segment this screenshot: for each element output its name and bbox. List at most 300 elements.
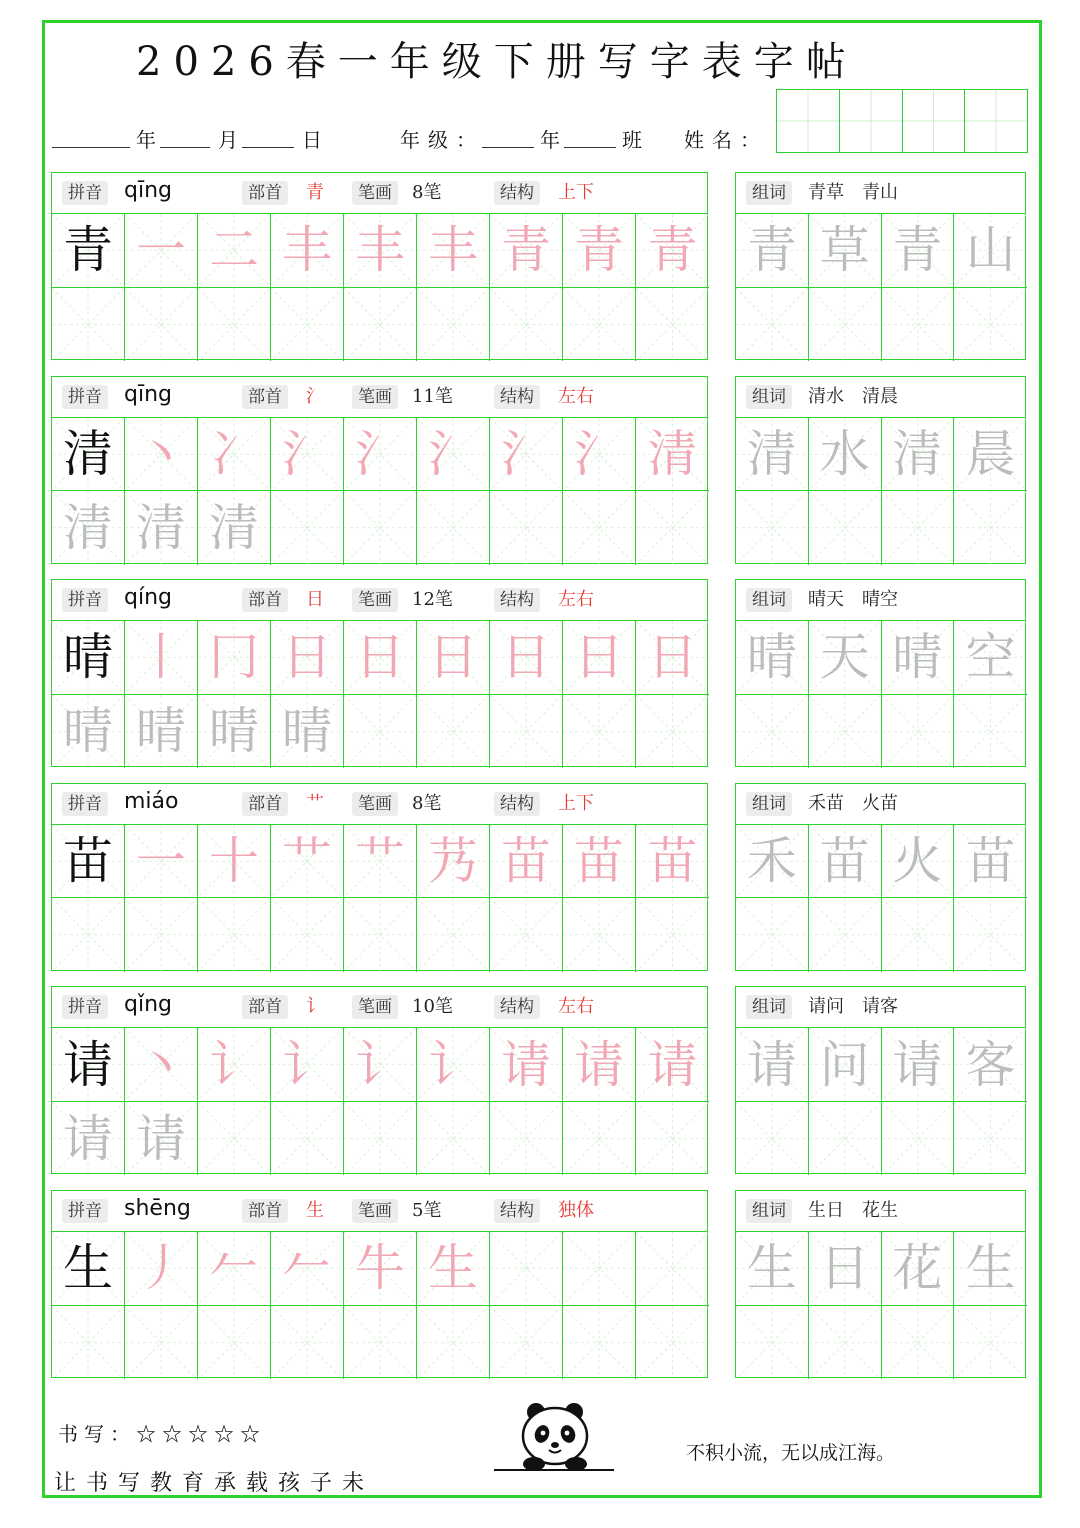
trace-character: 晴	[209, 702, 259, 761]
practice-cell[interactable]	[344, 491, 417, 565]
stroke-step: 丰	[428, 221, 478, 280]
practice-cell[interactable]	[125, 621, 198, 695]
word-cell[interactable]	[736, 695, 809, 769]
practice-cell[interactable]	[198, 214, 271, 288]
practice-cell[interactable]	[52, 898, 125, 972]
word-cell[interactable]	[809, 1028, 882, 1102]
words-grid	[736, 1232, 1025, 1377]
practice-cell[interactable]	[271, 695, 344, 769]
pinyin-value: shēng	[124, 1196, 191, 1221]
words-header	[736, 987, 1025, 1028]
practice-cell[interactable]	[563, 1102, 636, 1176]
word-character: 天	[819, 628, 870, 687]
practice-cell[interactable]	[417, 825, 490, 899]
word-cell[interactable]	[882, 1028, 955, 1102]
radical-label: 部首	[242, 385, 288, 409]
practice-cell[interactable]	[417, 898, 490, 972]
word-cell[interactable]	[809, 214, 882, 288]
day-label: 日	[302, 128, 322, 152]
practice-cell[interactable]	[271, 491, 344, 565]
name-box[interactable]	[777, 90, 840, 152]
words-value: 生日 花生	[808, 1200, 898, 1221]
day-blank[interactable]	[242, 147, 294, 148]
practice-cell[interactable]	[563, 491, 636, 565]
grade-year-blank[interactable]	[482, 147, 534, 148]
practice-cell[interactable]	[490, 825, 563, 899]
stroke-step: 𠂉	[209, 1239, 259, 1298]
practice-cell[interactable]	[52, 1306, 125, 1380]
word-cell[interactable]	[882, 1232, 955, 1306]
practice-cell[interactable]	[52, 825, 125, 899]
practice-cell[interactable]	[271, 418, 344, 492]
model-character: 苗	[63, 832, 113, 891]
word-cell[interactable]	[809, 695, 882, 769]
word-cell[interactable]	[954, 418, 1027, 492]
practice-cell[interactable]	[344, 1232, 417, 1306]
practice-cell[interactable]	[271, 825, 344, 899]
word-cell[interactable]	[954, 695, 1027, 769]
radical-value: 艹	[306, 792, 324, 814]
word-cell[interactable]	[736, 1306, 809, 1380]
structure-label: 结构	[494, 792, 540, 816]
practice-cell[interactable]	[636, 1232, 709, 1306]
year-blank[interactable]	[52, 147, 130, 148]
practice-cell[interactable]	[125, 1028, 198, 1102]
practice-cell[interactable]	[52, 214, 125, 288]
word-cell[interactable]	[809, 898, 882, 972]
stroke-step: 日	[647, 628, 698, 687]
stroke-step: 冫	[209, 424, 259, 483]
word-cell[interactable]	[954, 898, 1027, 972]
practice-cell[interactable]	[125, 1232, 198, 1306]
practice-cell[interactable]	[52, 1102, 125, 1176]
practice-cell[interactable]	[344, 418, 417, 492]
word-cell[interactable]	[736, 1028, 809, 1102]
word-character: 禾	[746, 832, 797, 891]
word-cell[interactable]	[736, 898, 809, 972]
stroke-step: 氵	[574, 424, 624, 483]
practice-cell[interactable]	[490, 1028, 563, 1102]
practice-cell[interactable]	[271, 1102, 344, 1176]
word-cell[interactable]	[736, 825, 809, 899]
practice-cell[interactable]	[636, 825, 709, 899]
stroke-step: 氵	[501, 424, 551, 483]
word-character: 苗	[965, 832, 1016, 891]
word-character: 日	[819, 1239, 870, 1298]
words-header	[736, 580, 1025, 621]
strokes-value: 10笔	[412, 996, 453, 1018]
practice-cell[interactable]	[198, 1306, 271, 1380]
structure-label: 结构	[494, 181, 540, 205]
stroke-step: 青	[647, 221, 698, 280]
pinyin-label: 拼音	[62, 792, 108, 816]
word-character: 请	[746, 1035, 797, 1094]
word-character: 晴	[746, 628, 797, 687]
practice-cell[interactable]	[563, 695, 636, 769]
pinyin-label: 拼音	[62, 995, 108, 1019]
character-panel	[51, 579, 708, 767]
word-cell[interactable]	[954, 825, 1027, 899]
stroke-step: 讠	[282, 1035, 332, 1094]
word-cell[interactable]	[736, 1102, 809, 1176]
word-character: 晴	[892, 628, 943, 687]
word-character: 客	[965, 1035, 1016, 1094]
practice-cell[interactable]	[125, 825, 198, 899]
word-character: 生	[746, 1239, 797, 1298]
practice-cell[interactable]	[490, 695, 563, 769]
page-title: 2026春一年级下册写字表字帖	[136, 39, 858, 85]
character-panel	[51, 783, 708, 971]
grade-label: 年级：	[400, 128, 484, 152]
practice-cell[interactable]	[636, 695, 709, 769]
word-cell[interactable]	[809, 1306, 882, 1380]
practice-cell[interactable]	[52, 1232, 125, 1306]
practice-cell[interactable]	[52, 491, 125, 565]
stroke-step: 请	[647, 1035, 698, 1094]
word-cell[interactable]	[954, 1232, 1027, 1306]
practice-cell[interactable]	[636, 491, 709, 565]
stroke-step: 苗	[647, 832, 698, 891]
practice-cell[interactable]	[344, 288, 417, 362]
practice-cell[interactable]	[490, 1102, 563, 1176]
practice-cell[interactable]	[636, 1306, 709, 1380]
practice-cell[interactable]	[417, 695, 490, 769]
word-cell[interactable]	[954, 621, 1027, 695]
practice-cell[interactable]	[52, 1028, 125, 1102]
structure-label: 结构	[494, 588, 540, 612]
word-cell[interactable]	[809, 1102, 882, 1176]
slogan: 让书写教育承载孩子未	[54, 1471, 375, 1496]
name-box[interactable]	[965, 90, 1027, 152]
pinyin-value: qīng	[124, 381, 172, 407]
words-value: 晴天 晴空	[808, 589, 898, 611]
practice-cell[interactable]	[271, 1232, 344, 1306]
practice-cell[interactable]	[563, 825, 636, 899]
strokes-value: 5笔	[412, 1200, 442, 1221]
words-panel	[735, 172, 1026, 360]
practice-cell[interactable]	[490, 898, 563, 972]
stroke-step: 牛	[355, 1239, 405, 1298]
words-label: 组词	[746, 995, 792, 1019]
stroke-step: 丿	[136, 1239, 186, 1298]
words-panel	[735, 376, 1026, 564]
practice-cell[interactable]	[125, 695, 198, 769]
pinyin-label: 拼音	[62, 385, 108, 409]
pinyin-label: 拼音	[62, 588, 108, 612]
word-cell[interactable]	[882, 898, 955, 972]
trace-character: 清	[63, 498, 113, 557]
character-header	[52, 580, 707, 621]
practice-cell[interactable]	[417, 418, 490, 492]
practice-cell[interactable]	[344, 825, 417, 899]
word-cell[interactable]	[736, 491, 809, 565]
words-header	[736, 377, 1025, 418]
class-blank[interactable]	[564, 147, 616, 148]
practice-cell[interactable]	[125, 214, 198, 288]
practice-cell[interactable]	[417, 491, 490, 565]
name-box[interactable]	[840, 90, 903, 152]
words-grid	[736, 418, 1025, 563]
practice-cell[interactable]	[563, 898, 636, 972]
radical-value: 日	[306, 589, 324, 611]
word-character: 空	[965, 628, 1016, 687]
month-label: 月	[218, 128, 238, 152]
model-character: 请	[63, 1035, 113, 1094]
words-grid	[736, 1028, 1025, 1173]
word-character: 花	[892, 1239, 943, 1298]
practice-cell[interactable]	[490, 214, 563, 288]
practice-cell[interactable]	[636, 214, 709, 288]
practice-cell[interactable]	[271, 1306, 344, 1380]
word-cell[interactable]	[809, 288, 882, 362]
practice-cell[interactable]	[198, 418, 271, 492]
stroke-step: 丰	[282, 221, 332, 280]
words-value: 青草 青山	[808, 182, 898, 203]
name-boxes[interactable]	[776, 89, 1028, 153]
word-cell[interactable]	[809, 1232, 882, 1306]
stroke-step: 十	[209, 832, 259, 891]
word-cell[interactable]	[954, 288, 1027, 362]
word-character: 清	[746, 424, 797, 483]
trace-character: 请	[63, 1109, 113, 1168]
practice-cell[interactable]	[271, 1028, 344, 1102]
practice-cell[interactable]	[198, 1028, 271, 1102]
practice-cell[interactable]	[563, 621, 636, 695]
word-character: 晨	[965, 424, 1016, 483]
practice-cell[interactable]	[271, 288, 344, 362]
model-character: 青	[63, 221, 113, 280]
radical-label: 部首	[242, 995, 288, 1019]
word-character: 问	[819, 1035, 870, 1094]
word-cell[interactable]	[809, 491, 882, 565]
word-cell[interactable]	[736, 621, 809, 695]
word-cell[interactable]	[882, 695, 955, 769]
practice-cell[interactable]	[198, 288, 271, 362]
character-panel	[51, 376, 708, 564]
practice-cell[interactable]	[563, 214, 636, 288]
practice-cell[interactable]	[125, 418, 198, 492]
practice-cell[interactable]	[52, 418, 125, 492]
word-cell[interactable]	[882, 1102, 955, 1176]
stroke-step: 一	[136, 832, 186, 891]
panda-icon	[494, 1398, 614, 1474]
practice-cell[interactable]	[636, 1102, 709, 1176]
stroke-step: 艹	[355, 832, 405, 891]
strokes-value: 8笔	[412, 182, 442, 203]
word-cell[interactable]	[736, 1232, 809, 1306]
practice-cell[interactable]	[636, 1028, 709, 1102]
practice-cell[interactable]	[417, 288, 490, 362]
word-cell[interactable]	[954, 1028, 1027, 1102]
word-character: 苗	[819, 832, 870, 891]
word-character: 请	[892, 1035, 943, 1094]
word-cell[interactable]	[882, 214, 955, 288]
practice-cell[interactable]	[52, 288, 125, 362]
practice-cell[interactable]	[52, 621, 125, 695]
practice-cell[interactable]	[636, 288, 709, 362]
month-blank[interactable]	[160, 147, 210, 148]
practice-cell[interactable]	[563, 1306, 636, 1380]
stroke-step: 日	[574, 628, 624, 687]
practice-cell[interactable]	[344, 898, 417, 972]
practice-cell[interactable]	[490, 288, 563, 362]
character-header	[52, 173, 707, 214]
character-header	[52, 377, 707, 418]
word-cell[interactable]	[954, 1102, 1027, 1176]
practice-cell[interactable]	[490, 1306, 563, 1380]
practice-cell[interactable]	[563, 1232, 636, 1306]
word-cell[interactable]	[736, 418, 809, 492]
words-grid	[736, 621, 1025, 766]
practice-cell[interactable]	[198, 1232, 271, 1306]
quote: 不积小流，无以成江海。	[686, 1442, 896, 1464]
practice-cell[interactable]	[417, 621, 490, 695]
practice-cell[interactable]	[417, 1102, 490, 1176]
stroke-step: 一	[136, 221, 186, 280]
practice-cell[interactable]	[344, 695, 417, 769]
words-value: 禾苗 火苗	[808, 792, 898, 814]
name-box[interactable]	[903, 90, 966, 152]
year-label: 年	[136, 128, 156, 152]
stroke-step: 冂	[209, 628, 259, 687]
stroke-step: 青	[574, 221, 624, 280]
word-cell[interactable]	[809, 418, 882, 492]
word-cell[interactable]	[954, 1306, 1027, 1380]
pinyin-label: 拼音	[62, 1199, 108, 1223]
practice-grid	[52, 621, 707, 766]
practice-cell[interactable]	[198, 695, 271, 769]
word-character: 山	[965, 221, 1016, 280]
practice-cell[interactable]	[490, 491, 563, 565]
words-header	[736, 173, 1025, 214]
radical-value: 氵	[306, 385, 324, 407]
trace-character: 晴	[63, 702, 113, 761]
practice-cell[interactable]	[563, 1028, 636, 1102]
practice-cell[interactable]	[563, 418, 636, 492]
stroke-step: 请	[574, 1035, 624, 1094]
word-character: 草	[819, 221, 870, 280]
practice-cell[interactable]	[344, 1028, 417, 1102]
words-panel	[735, 783, 1026, 971]
practice-cell[interactable]	[344, 1102, 417, 1176]
structure-value: 左右	[558, 996, 594, 1018]
word-cell[interactable]	[882, 1306, 955, 1380]
trace-character: 清	[136, 498, 186, 557]
model-character: 晴	[63, 628, 113, 687]
word-character: 青	[892, 221, 943, 280]
strokes-value: 12笔	[412, 589, 453, 611]
word-cell[interactable]	[954, 214, 1027, 288]
practice-cell[interactable]	[198, 621, 271, 695]
practice-cell[interactable]	[344, 621, 417, 695]
practice-cell[interactable]	[344, 214, 417, 288]
score-stars: 书写：☆☆☆☆☆	[58, 1422, 266, 1446]
word-cell[interactable]	[882, 288, 955, 362]
stroke-step: 请	[501, 1035, 551, 1094]
stroke-step: 艹	[282, 832, 332, 891]
practice-cell[interactable]	[271, 621, 344, 695]
practice-cell[interactable]	[198, 825, 271, 899]
structure-value: 独体	[558, 1200, 594, 1221]
radical-value: 青	[306, 182, 324, 203]
practice-cell[interactable]	[344, 1306, 417, 1380]
word-cell[interactable]	[882, 621, 955, 695]
word-cell[interactable]	[736, 214, 809, 288]
structure-label: 结构	[494, 385, 540, 409]
practice-cell[interactable]	[417, 1306, 490, 1380]
practice-cell[interactable]	[490, 1232, 563, 1306]
trace-character: 晴	[136, 702, 186, 761]
word-cell[interactable]	[736, 288, 809, 362]
strokes-value: 11笔	[412, 385, 453, 407]
strokes-label: 笔画	[352, 792, 398, 816]
practice-cell[interactable]	[125, 898, 198, 972]
word-cell[interactable]	[882, 418, 955, 492]
practice-cell[interactable]	[52, 695, 125, 769]
radical-label: 部首	[242, 588, 288, 612]
stroke-step: 讠	[428, 1035, 478, 1094]
practice-grid	[52, 418, 707, 563]
character-panel	[51, 986, 708, 1174]
practice-cell[interactable]	[198, 1102, 271, 1176]
practice-cell[interactable]	[271, 898, 344, 972]
practice-cell[interactable]	[125, 1306, 198, 1380]
pinyin-value: miáo	[124, 788, 179, 814]
grade-year-label: 年	[540, 128, 560, 152]
words-panel	[735, 1190, 1026, 1378]
practice-cell[interactable]	[417, 214, 490, 288]
practice-cell[interactable]	[636, 898, 709, 972]
structure-value: 左右	[558, 589, 594, 611]
practice-cell[interactable]	[271, 214, 344, 288]
character-header	[52, 784, 707, 825]
radical-value: 生	[306, 1200, 324, 1221]
practice-cell[interactable]	[125, 491, 198, 565]
words-panel	[735, 579, 1026, 767]
strokes-value: 8笔	[412, 792, 442, 814]
structure-value: 上下	[558, 182, 594, 203]
practice-cell[interactable]	[636, 418, 709, 492]
word-cell[interactable]	[882, 825, 955, 899]
trace-character: 请	[136, 1109, 186, 1168]
practice-cell[interactable]	[417, 1028, 490, 1102]
practice-cell[interactable]	[125, 1102, 198, 1176]
stroke-step: 𠂉	[282, 1239, 332, 1298]
words-grid	[736, 825, 1025, 970]
stroke-step: 讠	[355, 1035, 405, 1094]
word-cell[interactable]	[809, 825, 882, 899]
stroke-step: 苗	[574, 832, 624, 891]
practice-grid	[52, 825, 707, 970]
practice-cell[interactable]	[636, 621, 709, 695]
trace-character: 清	[209, 498, 259, 557]
practice-cell[interactable]	[563, 288, 636, 362]
stroke-step: 氵	[282, 424, 332, 483]
class-label: 班	[622, 128, 642, 152]
words-label: 组词	[746, 588, 792, 612]
practice-cell[interactable]	[198, 491, 271, 565]
practice-cell[interactable]	[417, 1232, 490, 1306]
practice-cell[interactable]	[198, 898, 271, 972]
practice-cell[interactable]	[490, 621, 563, 695]
word-cell[interactable]	[954, 491, 1027, 565]
word-cell[interactable]	[809, 621, 882, 695]
practice-cell[interactable]	[490, 418, 563, 492]
practice-cell[interactable]	[125, 288, 198, 362]
structure-label: 结构	[494, 1199, 540, 1223]
words-header	[736, 784, 1025, 825]
word-cell[interactable]	[882, 491, 955, 565]
